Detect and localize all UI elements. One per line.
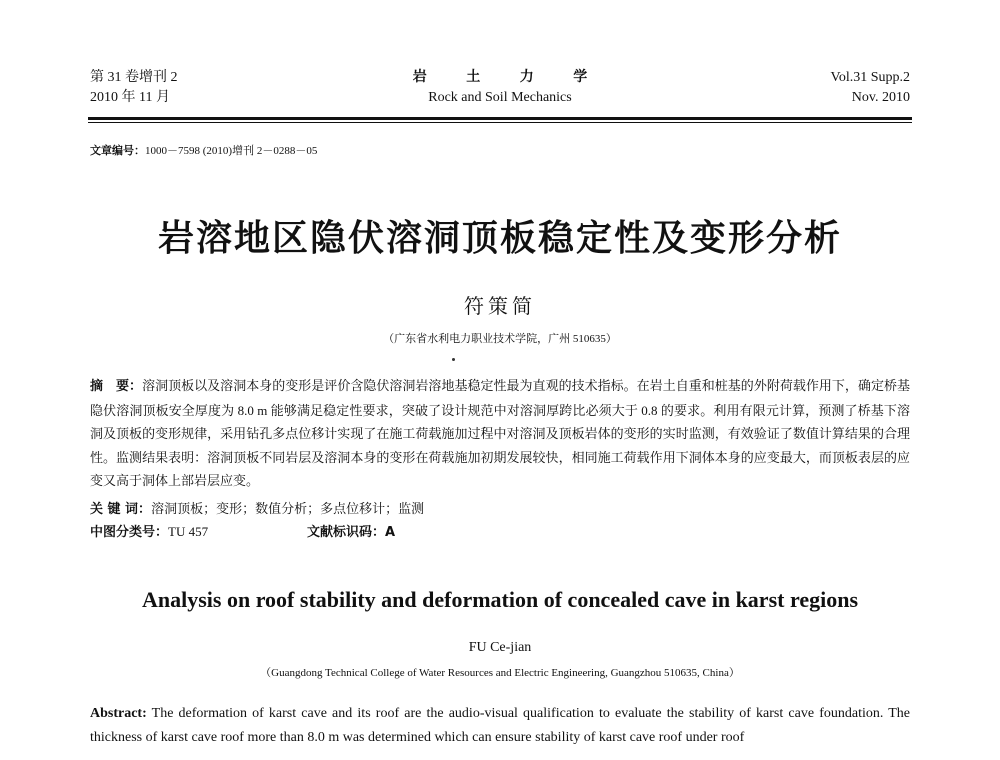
volume-issue-cn: 第 31 卷增刊 2: [90, 70, 178, 85]
title-chinese: 岩溶地区隐伏溶洞顶板稳定性及变形分析: [157, 218, 842, 259]
abstract-label-cn: 摘 要：: [90, 379, 143, 394]
abstract-english: [90, 702, 910, 750]
author-chinese: 符策简: [464, 296, 536, 318]
header-rule-thick: [88, 117, 912, 120]
journal-title-en: Rock and Soil Mechanics: [428, 90, 572, 105]
abstract-text-cn: 溶洞顶板以及溶洞本身的变形是评价含隐伏溶洞岩溶地基稳定性最为直观的技术指标。在岩土自重和桩基的外附荷载作用下，确定桥基隐伏溶洞顶板安全厚度为 8.0 m 能够满足稳定性要求，突破了设计规范中对溶洞厚跨比必须大于 0.8 的要求。利用有限元计算，预测了桥基下溶洞及顶板的变形规律，采用钻孔多点位移计实现了在施工荷载施加过程中对溶洞及顶板岩体的变形的实时监测，有效验证了数值计算结果的合理性。监测结果表明：溶洞顶板不同岩层及溶洞本身的变形在荷载施加初期发展较快，相同施工荷载作用下洞体本身的应变最大，而顶板表层的应变又高于洞体上部岩层应变。: [90, 378, 910, 488]
date-cn: 2010 年 11 月: [90, 90, 170, 105]
clc-label: 中图分类号：: [90, 525, 169, 540]
affiliation-english: （Guangdong Technical College of Water Resources and Electric Engineering, Guangzhou 510635, China）: [260, 667, 740, 679]
title-english: Analysis on roof stability and deformation of concealed cave in karst regions: [141, 587, 859, 612]
doc-code-value: A: [385, 525, 396, 540]
date-en: Nov. 2010: [851, 90, 910, 105]
abstract-text-en: The deformation of karst cave and its roof are the audio-visual qualification to evaluate the stability of karst cave foundation. The thickness of karst cave roof more than 8.0 m was determined which can ensure stability of karst cave roof under roof: [90, 706, 910, 745]
author-english: FU Ce-jian: [468, 640, 532, 655]
classification-line: [90, 521, 396, 540]
keywords-chinese: [90, 498, 424, 517]
article-number-value: 1000－7598 (2010)增刊 2－0288－05: [145, 145, 318, 157]
abstract-chinese: [90, 374, 910, 493]
clc-value: TU 457: [168, 524, 209, 539]
volume-issue-en: Vol.31 Supp.2: [830, 70, 910, 85]
separator-dot: [452, 358, 455, 361]
journal-title-cn: 岩 土 力 学: [412, 70, 606, 85]
affiliation-chinese: （广东省水利电力职业技术学院，广州 510635）: [383, 333, 617, 345]
document-code: [307, 521, 395, 540]
running-header-right: [831, 68, 910, 108]
keywords-label-cn: 关 键 词：: [90, 502, 152, 517]
abstract-label-en: Abstract:: [90, 706, 147, 721]
article-number-label: 文章编号：: [90, 145, 145, 157]
header-rule-thin: [88, 122, 912, 123]
article-number: [90, 142, 317, 158]
keywords-text-cn: 溶洞顶板；变形；数值分析；多点位移计；监测: [151, 501, 425, 516]
doc-code-label: 文献标识码：: [307, 525, 386, 540]
